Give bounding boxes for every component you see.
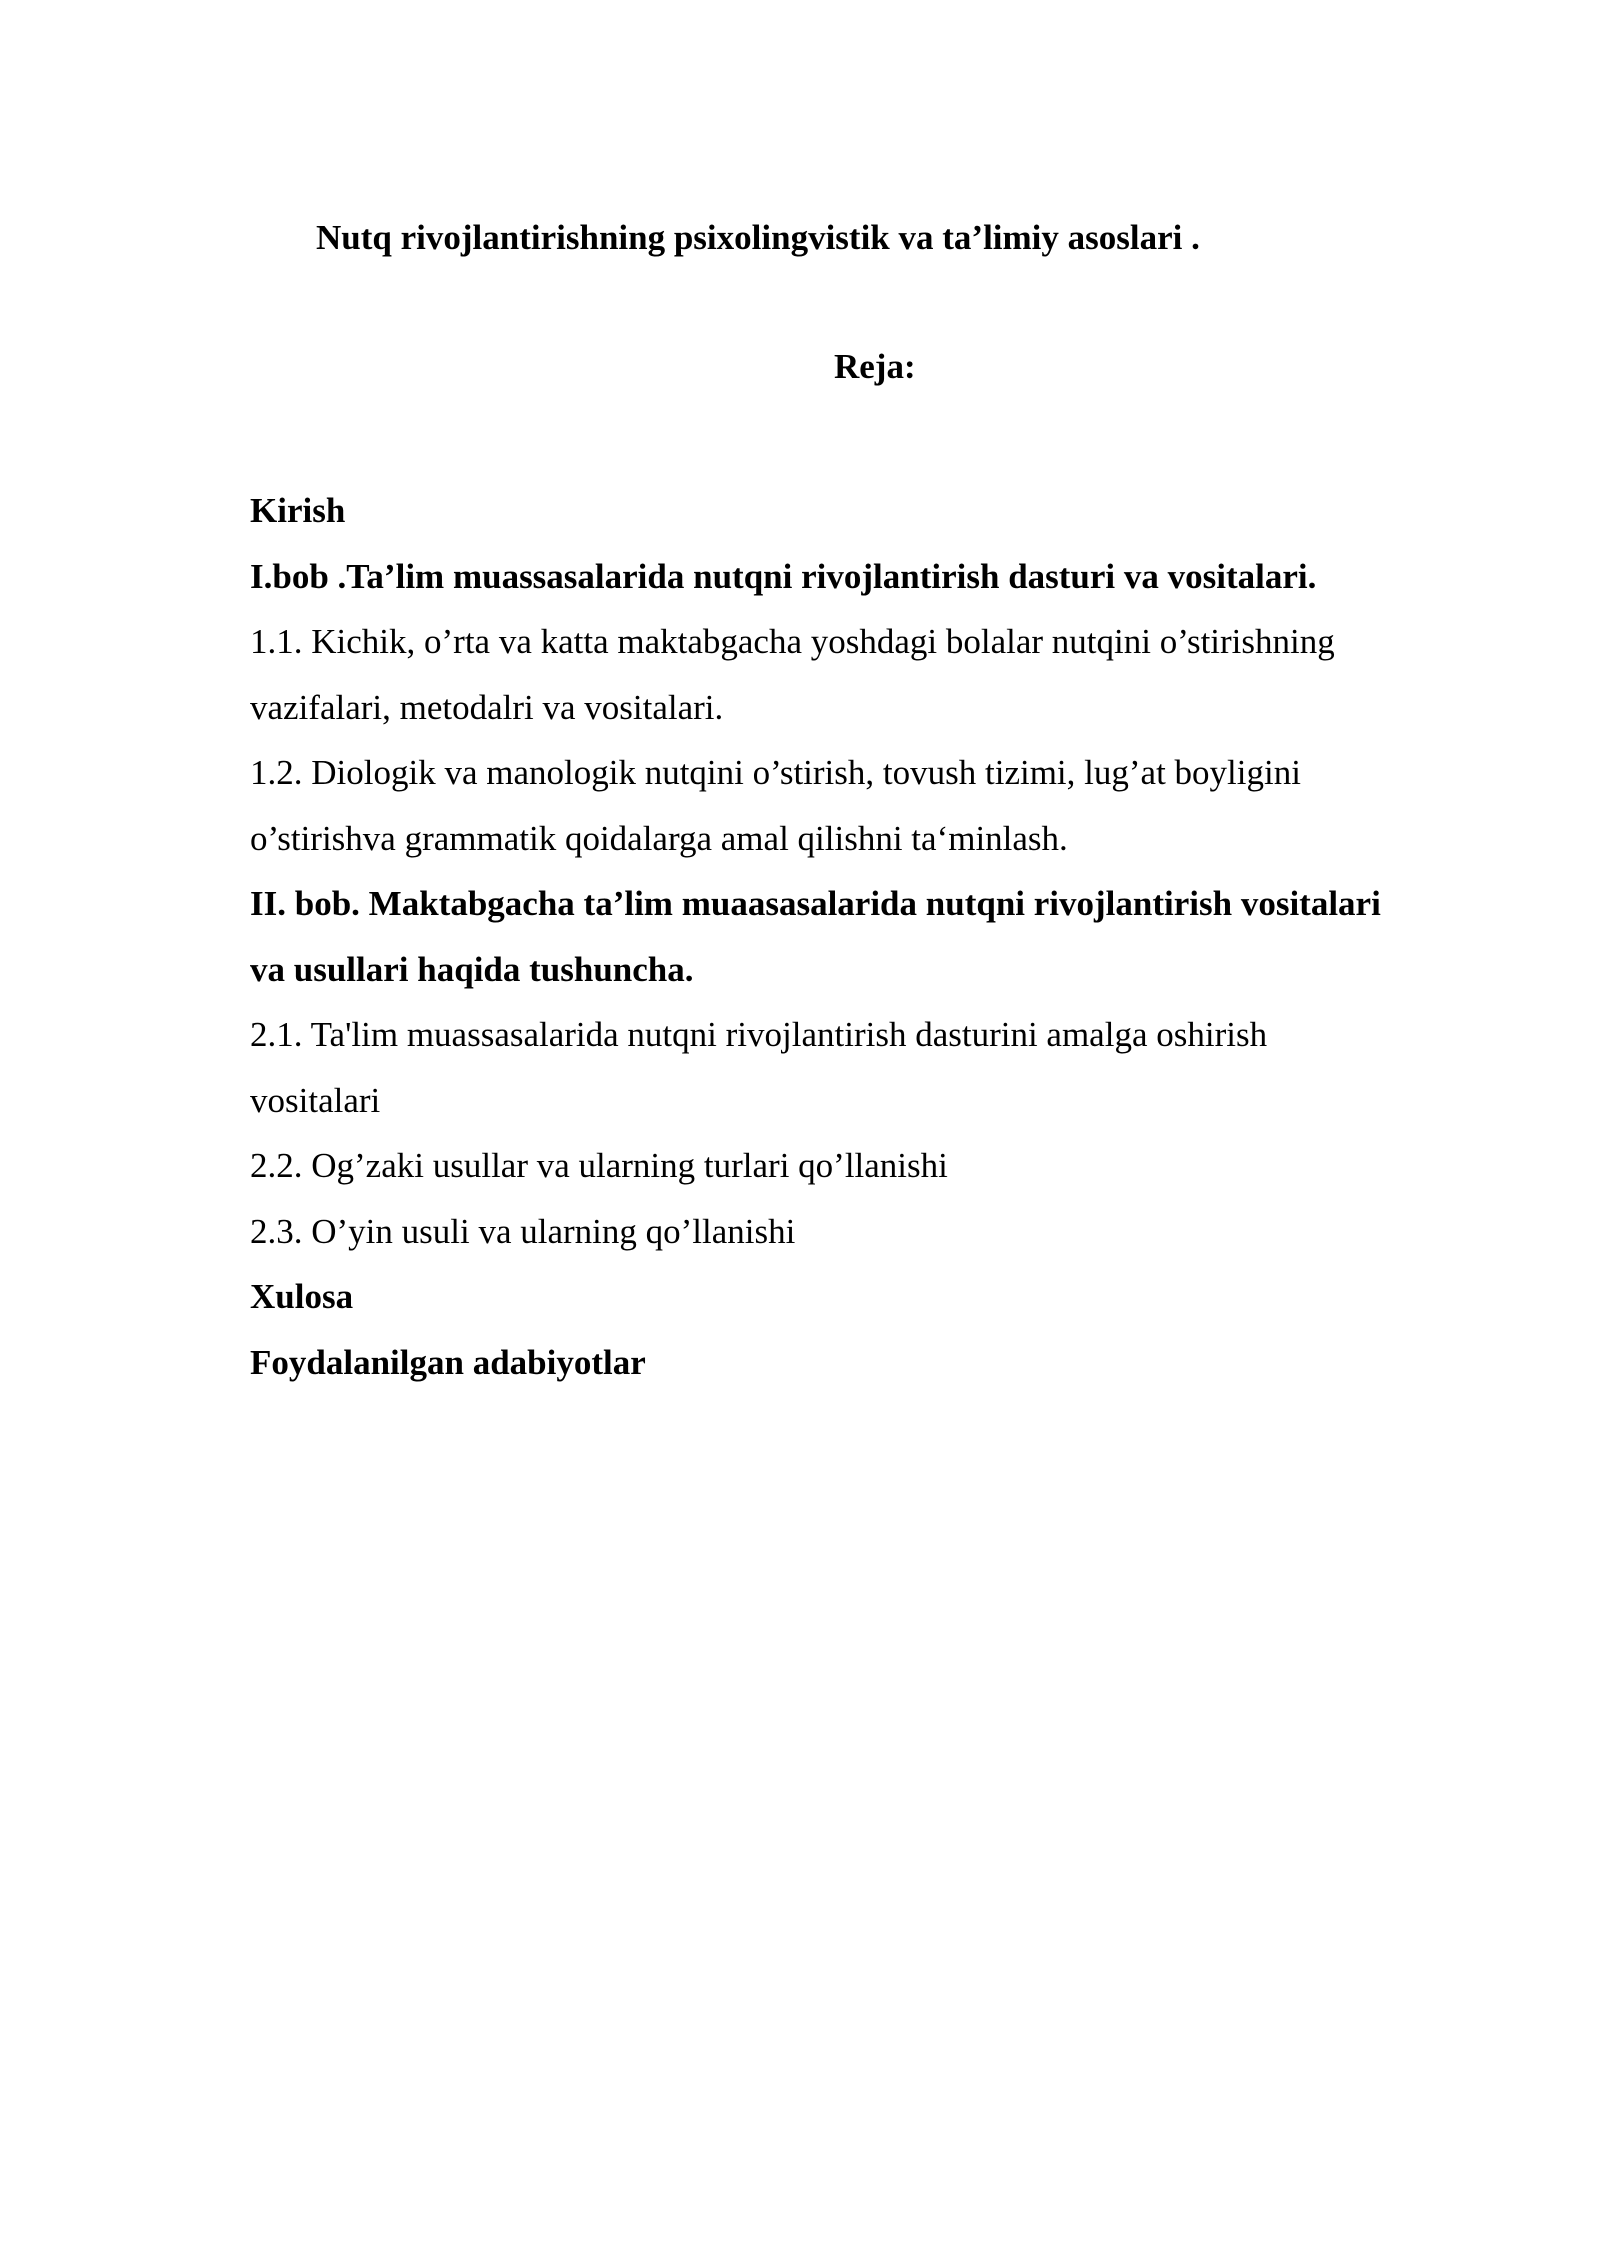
toc-entry-chapter-2: II. bob. Maktabgacha ta’lim muaasasalarida nutqni rivojlantirish vositalari xyxy=(250,884,1381,923)
toc-entry-conclusion: Xulosa xyxy=(250,1277,354,1316)
toc-entry-section-1-1: 1.1. Kichik, o’rta va katta maktabgacha yoshdagi bolalar nutqini o’stirishning xyxy=(250,622,1335,661)
toc-entry-section-2-1: 2.1. Ta'lim muassasalarida nutqni rivojlantirish dasturini amalga oshirish xyxy=(250,1015,1268,1054)
toc-entry-section-2-1-continued: vositalari xyxy=(250,1080,381,1120)
toc-entry-section-2-2: 2.2. Og’zaki usullar va ularning turlari qo’llanishi xyxy=(250,1146,948,1185)
toc-entry-section-1-2: 1.2. Diologik va manologik nutqini o’stirish, tovush tizimi, lug’at boyligini xyxy=(250,753,1301,792)
toc-entry-section-1-2-continued: o’stirishva grammatik qoidalarga amal qilishni ta‘minlash. xyxy=(250,818,1068,858)
document-title: Nutq rivojlantirishning psixolingvistik va ta’limiy asoslari . xyxy=(316,218,1200,257)
toc-entry-section-2-3: 2.3. O’yin usuli va ularning qo’llanishi xyxy=(250,1211,796,1251)
plan-heading: Reja: xyxy=(834,347,916,386)
toc-entry-chapter-2-continued: va usullari haqida tushuncha. xyxy=(250,949,694,989)
table-of-contents xyxy=(250,478,1500,1395)
toc-entry-chapter-1: I.bob .Ta’lim muassasalarida nutqni rivojlantirish dasturi va vositalari. xyxy=(250,556,1317,596)
toc-entry-references: Foydalanilgan adabiyotlar xyxy=(250,1342,646,1382)
toc-entry-introduction: Kirish xyxy=(250,491,346,530)
toc-entry-section-1-1-continued: vazifalari, metodalri va vositalari. xyxy=(250,687,724,727)
